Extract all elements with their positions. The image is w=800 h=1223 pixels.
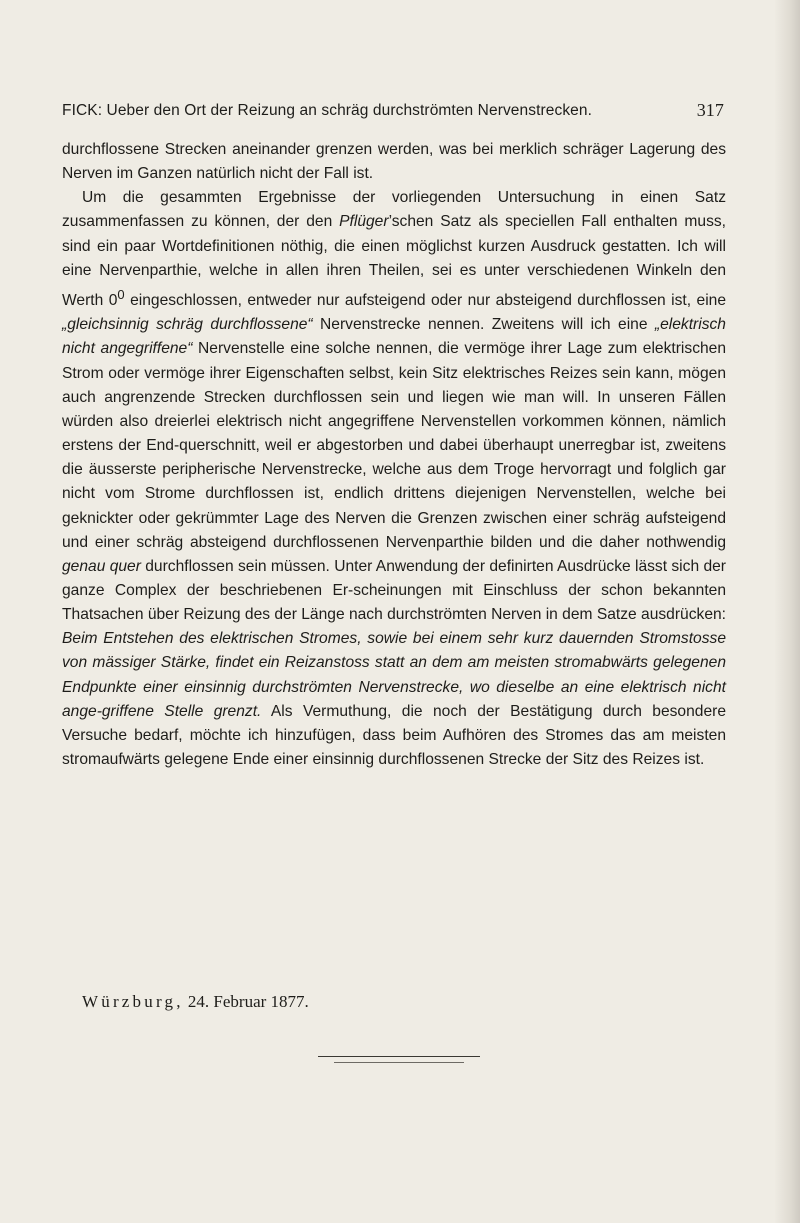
text-run: durchflossen sein müssen. Unter Anwendung der definirten Ausdrücke lässt sich der ganze Complex der beschriebenen Er-scheinungen mit Einschluss der schon bekannten Thatsachen über Reizung des der Länge nach durchströmten Nerven in dem Satze ausdrücken:: [62, 557, 726, 624]
text-run: eingeschlossen, entweder nur aufsteigend oder nur absteigend durchflossen ist, eine: [124, 292, 726, 310]
text-run: Als Vermuthung, die noch der Bestätigung durch besondere Versuche bedarf, möchte ich hinzufügen, dass beim Aufhören des Stromes das am meisten stromaufwärts gelegene Ende einer einsinnig durchflossenen Strecke der Sitz des Reizes ist.: [62, 702, 726, 769]
term-genau-quer: genau quer: [62, 557, 141, 575]
author-name-pflueger: Pflüger: [339, 213, 389, 231]
text-run: Nervenstelle eine solche nennen, die vermöge ihrer Lage zum elektrischen Strom oder vermöge ihrer Eigenschaften selbst, kein Sitz elektrisches Reizes sein kann, mögen auch angrenzende Strecken durchflossen sein und liegen wie man will. In unseren Fällen würden also dreierlei elektrisch nicht angegriffene Nervenstellen vorkommen können, nämlich erstens der End-querschnitt, weil er abgestorben und dabei überhaupt unerregbar ist, zweitens die äusserste peripherische Nervenstrecke, welche aus dem Troge hervorragt und folglich gar nicht vom Strome durchflossen ist, endlich drittens diejenigen Nervenstellen, welche bei geknickter oder gekrümmter Lage des Nerven die Grenzen zwischen einer schräg aufsteigend und einer schräg absteigend durchflossenen Nervenparthie bilden und die daher nothwendig: [62, 340, 727, 551]
page-edge-shadow: [774, 0, 800, 1223]
text-run: ’schen Satz als speciellen Fall enthalten muss, sind ein paar Wortdefinitionen nöthig, die einen möglichst kurzen Ausdruck gestatten. Ich will eine Nervenparthie, welche in allen ihren Theilen, sei es unter verschiedenen Winkeln den Werth 0: [62, 213, 727, 310]
running-header: [62, 102, 724, 120]
degree-superscript: 0: [117, 286, 125, 302]
end-rule-lower: [334, 1062, 464, 1063]
paragraph-summary: [62, 186, 726, 772]
term-elektrisch-nicht-angegriffen: „elektrisch nicht angegriffene“: [62, 316, 726, 358]
dateline-date: 24. Februar 1877.: [187, 992, 309, 1011]
dateline-place: Würzburg,: [82, 992, 184, 1011]
running-title: FICK: Ueber den Ort der Reizung an schräg durchströmten Nervenstrecken.: [62, 102, 593, 119]
term-gleichsinnig: „gleichsinnig schräg durchflossene“: [62, 316, 313, 334]
end-rule-upper: [318, 1056, 480, 1057]
text-run: Nervenstrecke nennen. Zweitens will ich eine: [312, 316, 655, 334]
dateline: [82, 992, 309, 1012]
paragraph-continued: durchflossene Strecken aneinander grenzen werden, was bei merklich schräger Lagerung des Nerven im Ganzen natürlich nicht der Fall ist.: [62, 141, 726, 183]
body-text: [62, 138, 726, 772]
text-run: Um die gesammten Ergebnisse der vorliegenden Untersuchung in einen Satz zusammenfassen zu können, der den: [62, 189, 726, 231]
page-number: 317: [696, 100, 724, 120]
law-statement: Beim Entstehen des elektrischen Stromes, sowie bei einem sehr kurz dauernden Stromstosse von mässiger Stärke, findet ein Reizanstoss statt an dem am meisten stromabwärts gelegenen Endpunkte einer einsinnig durchströmten Nervenstrecke, wo dieselbe an eine elektrisch nicht ange-griffene Stelle grenzt.: [62, 630, 726, 720]
